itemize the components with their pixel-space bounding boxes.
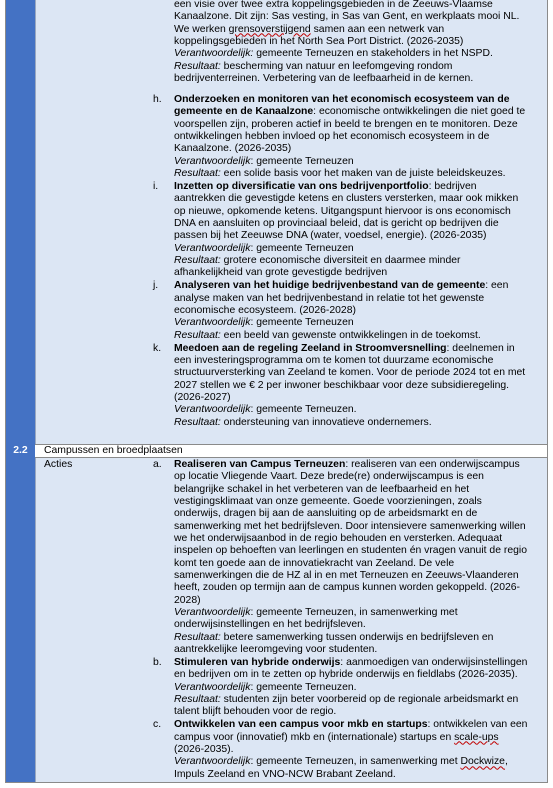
field-label: Verantwoordelijk (174, 607, 251, 619)
text-fragment: (2026-2035). (174, 744, 234, 756)
text-fragment: DNA en aansluiten op provinciaal beleid, dat is gericht op bedrijven die (174, 217, 499, 229)
text-line (174, 719, 544, 731)
text-fragment: vestigingsklimaat van onze gemeente. Goede voorzieningen, zoals (174, 496, 482, 508)
text-line (174, 343, 544, 355)
section-title: Campussen en broedplaatsen (44, 445, 183, 456)
field-label: Resultaat: (174, 168, 221, 180)
text-line (174, 607, 544, 619)
text-fragment: passen bij het Zeeuwse DNA (water, voedsel, energie). (2026-2035) (174, 230, 487, 242)
text-line (174, 545, 544, 557)
text-line (174, 355, 544, 367)
action-item (174, 343, 544, 429)
text-line (174, 744, 544, 756)
text-line (174, 558, 544, 570)
text-line (174, 206, 544, 218)
text-line (174, 367, 544, 379)
text-line (174, 168, 544, 180)
action-item (174, 94, 544, 180)
text-line (174, 181, 544, 193)
text-line (174, 521, 544, 533)
text-line (174, 404, 544, 416)
text-fragment: We werken (174, 23, 229, 35)
text-fragment: gemeente Terneuzen en stakeholders in het NSPD. (253, 48, 493, 60)
text-line (174, 317, 544, 329)
text-fragment: : een (485, 280, 509, 292)
field-label: Resultaat: (174, 255, 221, 266)
column-divider (35, 0, 36, 782)
number-column (6, 0, 35, 782)
text-line (174, 496, 544, 508)
action-item (174, 181, 544, 280)
text-line (174, 330, 544, 342)
item-letter: b. (153, 657, 162, 669)
text-fragment: : deelnemen in (446, 342, 515, 354)
text-line (174, 218, 544, 230)
item-heading: Meedoen aan de regeling Zeeland in Stroomversnelling (174, 342, 447, 354)
action-item (174, 280, 544, 342)
text-line (174, 756, 544, 768)
text-fragment: inspelen op behoeften van leerlingen en studenten én vragen vanuit de regio (174, 545, 527, 557)
text-line: bedrijventerreinen. Verbetering van de leefbaarheid in de kernen. (174, 73, 474, 85)
section-number: 2.2 (13, 445, 28, 456)
continuation-text (174, 0, 544, 85)
item-letter: c. (153, 719, 162, 731)
text-line (174, 657, 544, 669)
item-heading: gemeente en de Kanaalzone (174, 106, 314, 118)
item-letter: i. (153, 180, 159, 192)
text-fragment: analyse maken van het bedrijvenbestand in relatie tot het gewenste (174, 292, 485, 304)
text-line: een visie over twee extra koppelingsgebieden in de Zeeuws-Vlaamse (174, 0, 493, 10)
text-fragment: een solide basis voor het maken van de juiste beleidskeuzes. (220, 168, 506, 180)
text-fragment: : gemeente Terneuzen. (250, 681, 357, 693)
text-fragment: afhankelijkheid van grote gevestigde bedrijven (174, 267, 388, 279)
text-fragment: aantrekkelijke leeromgeving voor studenten. (174, 644, 378, 656)
field-label: Verantwoordelijk (174, 155, 251, 167)
text-fragment: : economische ontwikkelingen die niet goed te (313, 106, 526, 118)
text-line (174, 471, 544, 483)
text-fragment: economische ecosysteem. (2026-2028) (174, 304, 356, 316)
text-fragment: : gemeente Terneuzen, in samenwerking met (250, 756, 461, 768)
item-heading: Stimuleren van hybride onderwijs (174, 657, 341, 669)
text-fragment: onderwijs, dragen bij aan de aansluiting op de arbeidsmarkt en de (174, 508, 478, 520)
text-line (174, 732, 544, 744)
text-fragment: komt ten goede aan de innovatiekracht van Zeeland. De vele (174, 557, 455, 569)
text-fragment: : gemeente Terneuzen (250, 155, 354, 167)
text-line (174, 293, 544, 305)
text-line (174, 106, 544, 118)
action-item (174, 459, 544, 657)
text-fragment: ondersteuning van innovatieve ondernemers. (220, 416, 432, 428)
text-line (174, 131, 544, 143)
text-line (174, 417, 544, 429)
text-fragment: campus voor (innovatief) mkb en (internationale) startups en (174, 731, 455, 743)
text-line (174, 156, 544, 168)
text-line (174, 533, 544, 545)
text-line (174, 484, 544, 496)
field-label: Resultaat: (174, 416, 221, 428)
resultaat-label: Resultaat: (174, 60, 221, 72)
text-line (174, 94, 544, 106)
text-line (174, 48, 544, 60)
item-heading: Realiseren van Campus Terneuzen (174, 459, 346, 470)
text-line (174, 669, 544, 681)
text-line (174, 392, 544, 404)
text-line (174, 644, 544, 656)
item-letter: k. (153, 342, 162, 354)
text-fragment: we het onderwijsaanbod in de regio behouden en versterken. Adequaat (174, 533, 503, 545)
text-line (174, 143, 544, 155)
text-fragment: : gemeente Terneuzen. (250, 404, 357, 416)
text-line (174, 570, 544, 582)
text-fragment: aantrekken die gevestigde ketens en clusters versterken, maar ook mikken (174, 193, 519, 205)
field-label: Verantwoordelijk (174, 242, 251, 254)
field-label: Verantwoordelijk (174, 404, 251, 416)
text-fragment: (2026-2027) (174, 391, 231, 403)
text-line (174, 619, 544, 631)
text-fragment: op nieuwe, opkomende ketens. Uitgangspunt hiervoor is ons economisch (174, 205, 511, 217)
text-line (174, 305, 544, 317)
text-line: Kanaalzone. Dit zijn: Sas vesting, in Sas van Gent, en werkplaats mooi NL. (174, 11, 520, 23)
text-fragment: : ontwikkelen van een (427, 719, 528, 731)
text-fragment: : realiseren van een onderwijscampus (345, 459, 520, 470)
text-line (174, 24, 544, 36)
text-line (174, 769, 544, 781)
text-line (174, 682, 544, 694)
field-label: Resultaat: (174, 694, 221, 706)
text-fragment: samenwerking met het bedrijfsleven. Door intensievere samenwerking willen (174, 520, 526, 532)
spelling-flag-word: grensoverstijgend (228, 23, 311, 35)
text-line (174, 61, 544, 73)
item-heading: Inzetten op diversificatie van ons bedrijvenportfolio (174, 180, 429, 192)
text-fragment: , (504, 756, 508, 768)
text-fragment: : aanmoedigen van onderwijsinstellingen (340, 657, 528, 669)
text-line (174, 632, 544, 644)
text-line (174, 508, 544, 520)
text-line (174, 267, 544, 279)
text-line (174, 280, 544, 292)
text-fragment: betere samenwerking tussen onderwijs en bedrijfsleven en (220, 631, 494, 643)
text-fragment: een beeld van gewenste ontwikkelingen in de toekomst. (220, 329, 481, 341)
field-label: Verantwoordelijk (174, 317, 251, 329)
text-line (174, 459, 544, 471)
field-label: Verantwoordelijk (174, 756, 251, 768)
text-fragment: samen aan een netwerk van (310, 23, 445, 35)
text-fragment: en bedrijven om in te zetten op hybride onderwijs en fieldlabs (2026-2035). (174, 669, 518, 681)
text-line (174, 706, 544, 718)
text-fragment: een investeringsprogramma om te komen tot duurzame economische (174, 354, 494, 366)
text-fragment: grotere economische diversiteit en daarmee minder (220, 255, 461, 266)
text-line (174, 694, 544, 706)
text-fragment: ontwikkelingen hebben invloed op het economisch ecosysteem in de (174, 131, 490, 143)
text-fragment: Kanaalzone. (2026-2035) (174, 143, 292, 155)
field-label: Resultaat: (174, 631, 221, 643)
text-fragment: studenten zijn beter voorbereid op de regionale arbeidsmarkt en (220, 694, 519, 706)
text-fragment: : gemeente Terneuzen (250, 242, 354, 254)
action-item (174, 719, 544, 781)
text-line (174, 119, 544, 131)
text-fragment: heeft, zouden op termijn aan de campus kunnen worden gekoppeld. (2026- (174, 582, 521, 594)
item-heading: Analyseren van het huidige bedrijvenbestand van de gemeente (174, 280, 486, 292)
text-fragment: talent blijft behouden voor de regio. (174, 706, 337, 718)
text-fragment: belangrijke schakel in het verbeteren van de leefbaarheid en het (174, 483, 470, 495)
text-fragment: : gemeente Terneuzen (250, 317, 354, 329)
action-item (174, 657, 544, 719)
item-letter: a. (153, 459, 162, 470)
text-fragment: Impuls Zeeland en VNO-NCW Brabant Zeeland. (174, 768, 396, 780)
text-fragment: 2028) (174, 594, 201, 606)
field-label: Resultaat: (174, 329, 221, 341)
text-fragment: : bedrijven (428, 180, 477, 192)
text-fragment: voorspellen zijn, proberen actief in beeld te brengen en te monitoren. Deze (174, 118, 518, 130)
text-line (174, 582, 544, 594)
text-line: koppelingsgebieden in het North Sea Port District. (2026-2035) (174, 36, 464, 48)
text-fragment: op locatie Vliegende Vaart. Deze brede(re) onderwijscampus is een (174, 471, 484, 483)
item-letter: j. (153, 280, 159, 292)
acties-label: Acties (44, 459, 73, 470)
text-line (174, 230, 544, 242)
field-label: Verantwoordelijk (174, 681, 251, 693)
item-letter: h. (153, 94, 162, 105)
item-heading: Ontwikkelen van een campus voor mkb en startups (174, 719, 428, 731)
text-line (174, 255, 544, 267)
text-fragment: samenwerkingen die de HZ al in en met Terneuzen en Zeeuws-Vlaanderen (174, 570, 519, 582)
text-fragment: Dockwize (460, 756, 505, 768)
verantwoordelijk-label: Verantwoordelijk: (174, 48, 254, 60)
text-fragment: structuurversterking van Zeeland te komen. Voor de periode 2024 tot en met (174, 367, 526, 379)
text-fragment: bescherming van natuur en leefomgeving rondom (220, 60, 453, 72)
text-line (174, 595, 544, 607)
text-line (174, 193, 544, 205)
text-fragment: scale-ups (454, 731, 499, 743)
text-fragment: : gemeente Terneuzen, in samenwerking met (250, 607, 458, 619)
text-fragment: onderwijsinstellingen en het bedrijfsleven. (174, 619, 366, 631)
text-line (174, 380, 544, 392)
item-heading: Onderzoeken en monitoren van het economisch ecosysteem van de (174, 94, 510, 105)
text-line (174, 243, 544, 255)
text-fragment: 2027 stellen we € 2 per inwoner beschikbaar voor deze subsidieregeling. (174, 379, 510, 391)
